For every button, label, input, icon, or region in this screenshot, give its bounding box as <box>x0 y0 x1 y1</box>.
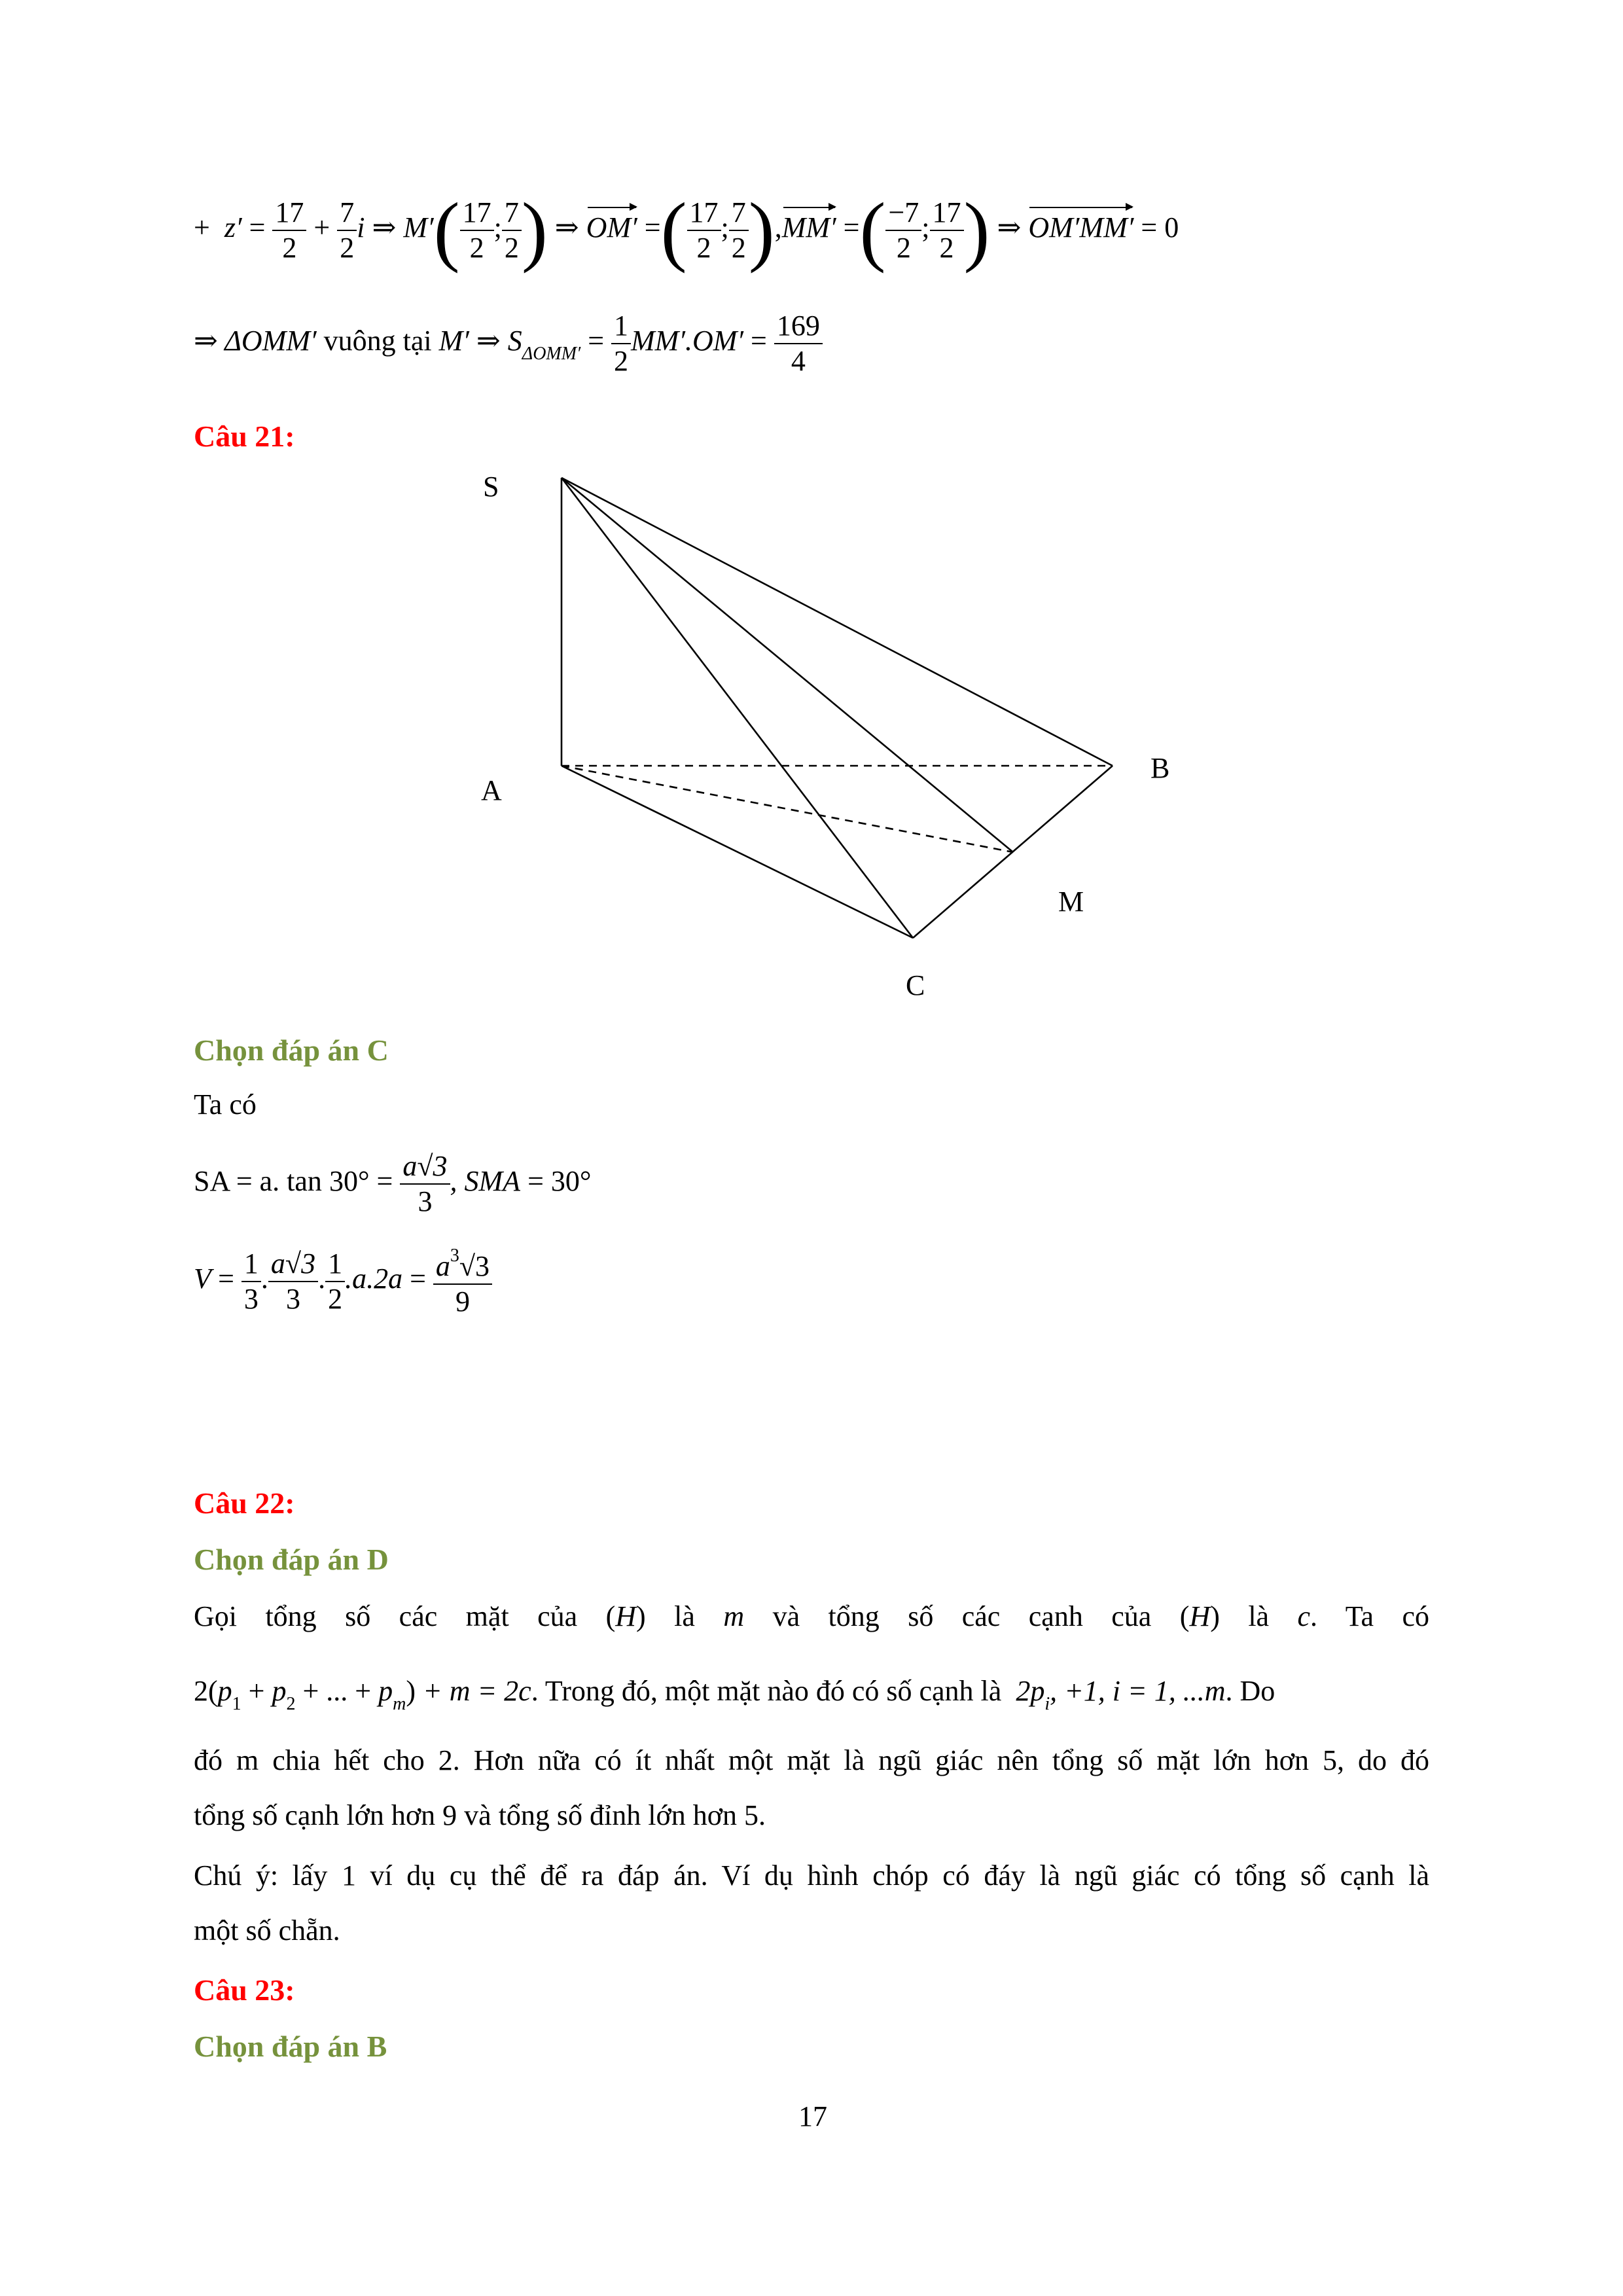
p: p <box>272 1675 287 1707</box>
sa-label: SA = a <box>194 1165 273 1198</box>
numerator: 7 <box>504 196 519 228</box>
denominator: 3 <box>400 1183 450 1216</box>
a-2a: .a.2a <box>345 1263 403 1295</box>
area-S: S <box>507 325 522 357</box>
set-H: H <box>615 1600 637 1632</box>
tan-label: . tan <box>272 1165 322 1198</box>
numerator: 17 <box>462 196 491 228</box>
denominator: 2 <box>729 230 749 262</box>
sub-i: i <box>1044 1694 1050 1714</box>
angle-30: 30° <box>550 1165 592 1198</box>
question-22-line-6: một số chẵn. <box>194 1914 340 1946</box>
question-22-line-5: Chú ý: lấy 1 ví dụ cụ thể để ra đáp án. Ví dụ hình chóp có đáy là ngũ giác có tổng số cạnh là <box>194 1859 1429 1892</box>
denominator: 3 <box>241 1281 261 1314</box>
denominator: 9 <box>433 1283 492 1316</box>
vertex-A-label: A <box>481 774 502 806</box>
edge-SB <box>562 478 1113 766</box>
text: Gọi tổng số các mặt của <box>194 1600 578 1632</box>
fraction-17-2 <box>272 198 306 262</box>
question-23-answer: Chọn đáp án B <box>194 2030 387 2063</box>
sub-2: 2 <box>286 1694 296 1714</box>
semicolon: ; <box>921 211 930 244</box>
question-22-line-1: Gọi tổng số các mặt của (H) là m và tổng số các cạnh của (H) là c. Ta có <box>194 1600 1429 1632</box>
denominator: 2 <box>460 230 494 262</box>
vertex-S-label: S <box>483 471 499 503</box>
vertex-M-label: M <box>1058 886 1084 918</box>
volume-formula <box>194 1247 492 1316</box>
equals: = <box>588 325 605 357</box>
sma-label: , SMA <box>450 1165 521 1198</box>
a: a <box>435 1250 450 1282</box>
numerator: 1 <box>614 310 629 342</box>
numerator: 17 <box>932 196 961 228</box>
point-M-prime: M′ <box>438 325 469 357</box>
paren-open: ( <box>660 187 687 274</box>
vertex-B-label: B <box>1150 752 1170 784</box>
dots: + ... + <box>302 1675 372 1707</box>
area-subscript: ΔOMM′ <box>522 344 581 365</box>
formula-right: + m = 2c <box>423 1675 531 1707</box>
plus: + <box>313 211 330 244</box>
formula-line-2 <box>194 312 823 376</box>
fraction-7-2 <box>502 198 522 262</box>
fraction-a3-sqrt3-over-9 <box>433 1247 492 1316</box>
p: p <box>378 1675 393 1707</box>
denominator: 2 <box>325 1281 345 1314</box>
denominator: 4 <box>774 343 823 376</box>
set-H: H <box>1189 1600 1211 1632</box>
fraction-a-sqrt3-over-3 <box>268 1249 318 1314</box>
denominator: 2 <box>930 230 964 262</box>
implies: ⇒ <box>554 211 579 244</box>
equals: = <box>644 211 661 244</box>
denominator: 2 <box>687 230 721 262</box>
question-21-answer: Chọn đáp án C <box>194 1033 389 1067</box>
triangle-OMM-prime: ΔOMM′ <box>224 325 317 357</box>
equals: = <box>376 1165 393 1198</box>
denominator: 2 <box>885 230 921 262</box>
edge-SM <box>562 478 1013 852</box>
fraction-169-4 <box>774 312 823 376</box>
paren-close: ) <box>748 187 775 274</box>
zero: 0 <box>1164 211 1179 244</box>
text-vuong-tai: vuông tại <box>323 325 432 357</box>
numerator: 17 <box>275 196 304 228</box>
sa-formula <box>194 1152 592 1216</box>
point-M-prime: M′ <box>403 211 434 244</box>
text: . Ta có <box>1310 1600 1429 1632</box>
product-MM-OM: MM′.OM′ <box>631 325 744 357</box>
equals: = <box>218 1263 234 1295</box>
comma: , <box>774 211 782 244</box>
volume-V: V <box>194 1263 211 1295</box>
fraction-1-3 <box>241 1249 261 1314</box>
paren-open: ( <box>433 187 460 274</box>
formula-2p: 2p <box>1016 1675 1045 1707</box>
implies: ⇒ <box>997 211 1022 244</box>
numerator: 1 <box>243 1247 259 1280</box>
numerator: a√3 <box>270 1247 316 1280</box>
sub-m: m <box>393 1694 406 1714</box>
denominator: 2 <box>611 343 631 376</box>
imaginary-i: i <box>357 211 365 244</box>
denominator: 3 <box>268 1281 318 1314</box>
formula-line-1 <box>194 187 1179 274</box>
edge-AM-hidden <box>562 766 1013 852</box>
equals: = <box>410 1263 426 1295</box>
fraction-1-2 <box>325 1249 345 1314</box>
exponent-3: 3 <box>450 1246 459 1266</box>
fraction-a-sqrt3-over-3 <box>400 1152 450 1216</box>
vector-MM-prime: MM′ <box>781 211 836 244</box>
text: . Do <box>1225 1675 1275 1707</box>
z-prime: z′ <box>224 211 242 244</box>
fraction-17-2 <box>930 198 964 262</box>
numerator: 169 <box>776 310 820 342</box>
question-22-answer: Chọn đáp án D <box>194 1543 389 1576</box>
vector-product: OM′MM′ <box>1028 211 1134 244</box>
question-22-heading: Câu 22: <box>194 1486 295 1520</box>
implies: ⇒ <box>194 325 218 357</box>
paren-open: ( <box>859 187 886 274</box>
text: . Trong đó, một mặt nào đó có số cạnh là <box>531 1675 1002 1707</box>
question-22-line-4: tổng số cạnh lớn hơn 9 và tổng số đỉnh lớn hơn 5. <box>194 1799 766 1831</box>
edge-SC <box>562 478 913 938</box>
vector-OM-prime: OM′ <box>586 211 637 244</box>
semicolon: ; <box>493 211 502 244</box>
numerator: 1 <box>328 1247 343 1280</box>
vertex-C-label: C <box>906 969 925 1001</box>
coefficient-2: 2 <box>194 1675 208 1707</box>
question-22-line-3: đó m chia hết cho 2. Hơn nữa có ít nhất một mặt là ngũ giác nên tổng số mặt lớn hơn 5, do đó <box>194 1744 1429 1776</box>
dot: . <box>318 1263 326 1295</box>
implies: ⇒ <box>476 325 501 357</box>
text: là <box>674 1600 695 1632</box>
sqrt3: √3 <box>459 1250 490 1282</box>
equals: = <box>527 1165 544 1198</box>
semicolon: ; <box>721 211 729 244</box>
ta-co-text: Ta có <box>194 1088 257 1121</box>
var-c: c <box>1297 1600 1311 1632</box>
dot: . <box>260 1263 268 1295</box>
equals: = <box>843 211 860 244</box>
fraction-neg7-2 <box>885 198 921 262</box>
paren-close: ) <box>521 187 548 274</box>
denominator: 2 <box>502 230 522 262</box>
numerator: −7 <box>888 196 919 228</box>
plus-sign: + <box>194 211 210 244</box>
denominator: 2 <box>272 230 306 262</box>
edge-AC <box>562 766 913 938</box>
numerator: 17 <box>689 196 719 228</box>
equals: = <box>1141 211 1158 244</box>
equals: = <box>249 211 266 244</box>
formula-rest: , +1, i = 1, ...m <box>1050 1675 1226 1707</box>
angle-30: 30° <box>329 1165 370 1198</box>
fraction-7-2 <box>729 198 749 262</box>
sub-1: 1 <box>232 1694 241 1714</box>
implies: ⇒ <box>372 211 397 244</box>
numerator: a√3 <box>402 1150 448 1182</box>
page-number: 17 <box>798 2100 827 2132</box>
text: và tổng số các cạnh của <box>772 1600 1152 1632</box>
pyramid-figure <box>458 458 1217 1021</box>
p: p <box>217 1675 232 1707</box>
numerator: 7 <box>340 196 355 228</box>
question-23-heading: Câu 23: <box>194 1973 295 2007</box>
fraction-17-2 <box>460 198 494 262</box>
paren-close: ) <box>963 187 990 274</box>
fraction-1-2 <box>611 312 631 376</box>
question-21-heading: Câu 21: <box>194 420 295 453</box>
equals: = <box>751 325 767 357</box>
numerator: 7 <box>731 196 746 228</box>
denominator: 2 <box>337 230 357 262</box>
fraction-7-2 <box>337 198 357 262</box>
question-22-line-2: $2(p_1 + p_2$ + ... + $p_m) + m = 2c$. Trong đó, một mặt nào đó có số cạnh là $2p_i$, +1, i = 1, ...m. Do <box>194 1675 1275 1714</box>
text: là <box>1248 1600 1270 1632</box>
fraction-17-2 <box>687 198 721 262</box>
var-m: m <box>723 1600 745 1632</box>
